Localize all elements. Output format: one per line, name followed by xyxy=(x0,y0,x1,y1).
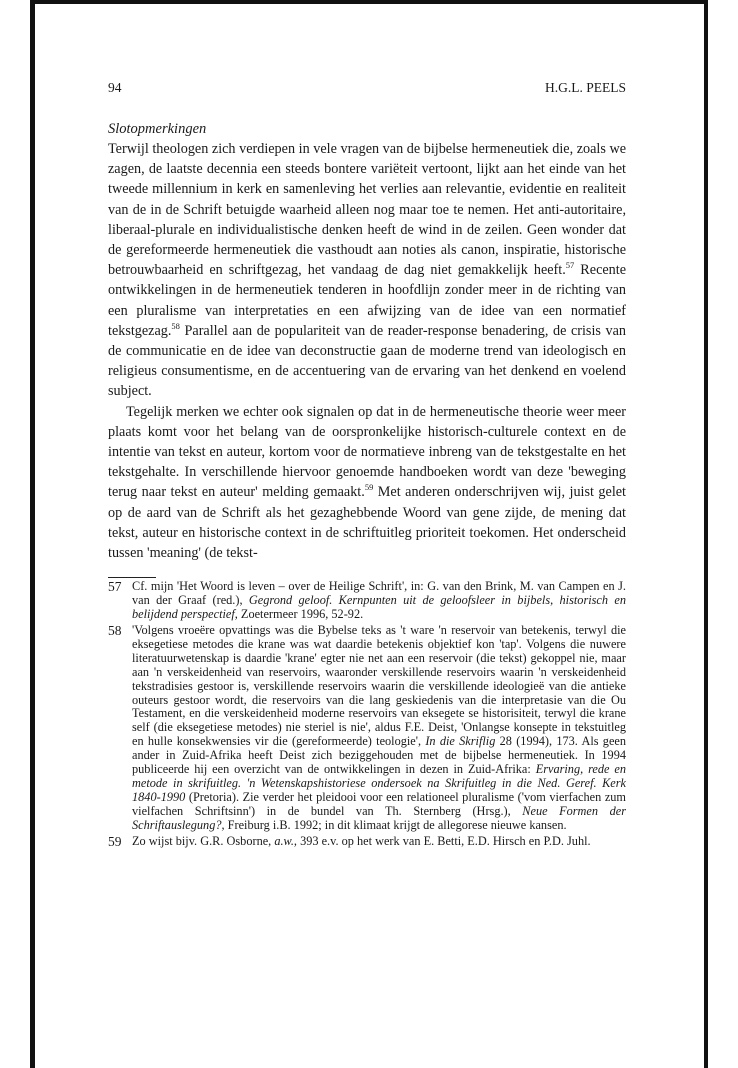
footnote-57 xyxy=(108,580,626,622)
footnote-title-italic: Gegrond geloof. Kernpunten uit de geloofsleer in bijbels, historisch en belijdend perspectief, xyxy=(132,593,626,622)
footnote-number: 59 xyxy=(108,833,122,849)
footnote-text-segment: Cf. mijn 'Het Woord is leven – over de Heilige Schrift', in: G. van den Brink, M. van Campen en J. van der Graaf (red.), xyxy=(132,579,626,608)
paragraph-1-part-2: Recente ontwikkelingen in de hermeneutiek tenderen in hoofdlijn zonder meer in de richting van een pluralisme van interpretaties en een afwijzing van de idee van een normatief tekstgezag. xyxy=(108,262,626,339)
paragraph-2 xyxy=(108,402,626,564)
footnote-58 xyxy=(108,624,626,833)
paragraph-1 xyxy=(108,139,626,402)
footnote-text xyxy=(132,835,626,849)
footnote-number: 58 xyxy=(108,622,122,638)
footnote-separator xyxy=(108,577,156,578)
page-border-left xyxy=(30,0,35,1068)
body-text xyxy=(108,139,626,563)
paragraph-2-part-1: Tegelijk merken we echter ook signalen op dat in de hermeneutische theorie weer meer plaats komt voor het belang van de oorspronkelijke historisch-culturele context en de intentie van tekst en auteur, kortom voor de normatieve inbreng van de tekstgestalte en het tekstgehalte. In verschillende hiervoor genoemde handboeken wordt van deze 'beweging terug naar tekst en auteur' melding gemaakt. xyxy=(108,403,626,501)
section-title: Slotopmerkingen xyxy=(108,121,207,137)
page-border-right xyxy=(704,0,708,1068)
page-number: 94 xyxy=(108,80,122,95)
running-title: H.G.L. PEELS xyxy=(545,80,626,95)
footnote-number: 57 xyxy=(108,579,122,595)
footnote-title-italic: Ervaring, rede en metode in skrifuitleg. 'n Wetenskapshistoriese ondersoek na Skrifuitleg in die Ned. Geref. Kerk 1840-1990 xyxy=(132,762,626,804)
footnote-title-italic: In die Skriflig xyxy=(425,734,496,749)
footnote-text xyxy=(132,580,626,622)
footnote-ref-59[interactable]: 59 xyxy=(364,482,374,493)
footnote-text-segment: Freiburg i.B. 1992; in dit klimaat krijgt de allegorese nieuwe kansen. xyxy=(224,817,567,832)
footnote-text-segment: 28 (1994), 173. Als geen ander in Zuid-Afrika heeft Deist zich beziggehouden met de bijbelse hermeneutiek. In 1994 publiceerde hij een overzicht van de ontwikkelingen in dezen in Zuid-Afrika: xyxy=(132,734,627,777)
footnote-ref-57[interactable]: 57 xyxy=(565,260,575,271)
footnote-text-segment: 393 e.v. op het werk van E. Betti, E.D. Hirsch en P.D. Juhl. xyxy=(297,833,591,848)
paragraph-1-part-1: Terwijl theologen zich verdiepen in vele vragen van de bijbelse hermeneutiek die, zoals we zagen, de laatste decennia een steeds bontere variëteit vertoont, lijkt aan het einde van het tweede millennium in kerk en samenleving het verlies aan relevantie, evidentie en realiteit van de in de Schrift betuigde waarheid alleen nog maar toe te nemen. Het anti-autoritaire, liberaal-plurale en individualistische denken heeft de wind in de zeilen. Geen wonder dat de gereformeerde hermeneutiek die vasthoudt aan noties als canon, inspiratie, historische betrouwbaarheid en schriftgezag, het vandaag de dag niet gemakkelijk heeft. xyxy=(108,141,626,279)
footnote-title-italic: Neue Formen der Schriftauslegung?, xyxy=(132,803,626,832)
page-border-top xyxy=(30,0,708,4)
paragraph-2-part-2: Met anderen onderschrijven wij, juist gelet op de aard van de Schrift als het gezaghebbende Woord van gene zijde, de mening dat tekst, auteur en historische context in de schriftuitleg prioriteit toekomen. Het onderscheid tussen 'meaning' (de tekst- xyxy=(108,484,627,562)
footnote-text xyxy=(132,624,626,833)
footnote-text-segment: Zo wijst bijv. G.R. Osborne, xyxy=(132,833,275,848)
paragraph-1-part-3: Parallel aan de populariteit van de reader-response benadering, de crisis van de communicatie en de idee van deconstructie gaan de moderne trend van ideologisch en religieus consumentisme, en de accentuering van de ervaring van het denkend en voelend subject. xyxy=(108,322,626,400)
footnote-text-segment: Zoetermeer 1996, 52-92. xyxy=(237,607,364,622)
footnotes xyxy=(108,580,626,848)
footnote-59 xyxy=(108,835,626,849)
page-content xyxy=(108,78,626,848)
running-head xyxy=(108,78,626,98)
footnote-text-segment: (Pretoria). Zie verder het pleidooi voor een relationeel pluralisme ('vom vierfachen zum vielfachen Schriftsinn') in de bundel van Th. Sternberg (Hrsg.), xyxy=(132,789,626,818)
footnote-title-italic: a.w., xyxy=(274,833,297,848)
footnote-text-segment: 'Volgens vroeëre opvattings was die Bybelse teks as 't ware 'n reservoir van betekenis, terwyl die eksegetiese metodes die krane was wat daardie betekenis objektief kon 'tap'. Volgens die nuwere literatuurwetenskap is daardie 'krane' egter nie net aan een reservoir (die tekst) gekoppel nie, maar aan 'n verskeidenheid van reservoirs, waaronder verskillende reservoirs waarin 'n verskeidenheid tekstradisies gestoor is, verskillende reservoirs waarin die verskillende ideologieë van die antieke outeurs gestoor wordt, die reservoirs van die lang geskiedenis van die interpretasie van die Ou Testament, en die verskeidenheid moderne reservoirs van eksegete se historisiteit, terwyl die krane self (die eksegetiese metodes) nie steriel is nie', aldus F.E. Deist, 'Onlangse konsepte in tekstuitleg en hulle konsekwensies vir die (gereformeerde) teologie', xyxy=(132,622,626,749)
footnote-ref-58[interactable]: 58 xyxy=(171,320,180,331)
